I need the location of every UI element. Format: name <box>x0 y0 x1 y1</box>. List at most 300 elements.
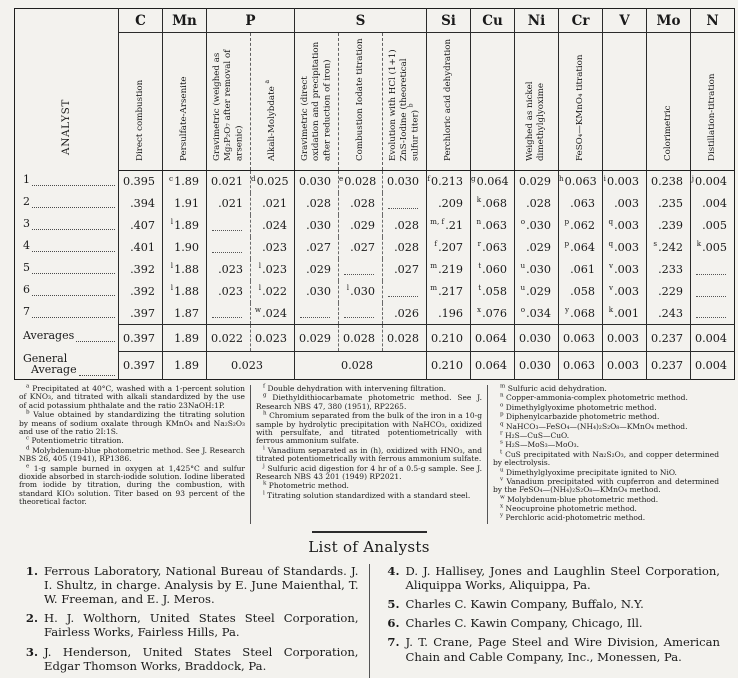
column-header-Mo: Mo <box>647 9 691 33</box>
footnote-g: $^g$ Diethyldithiocarbamate photometric method. See J. Research NBS 47, 380 (1951), RP2265. <box>256 392 482 411</box>
table-cell: .027 <box>383 259 427 281</box>
footnote-marker: i <box>263 445 265 452</box>
analyst-number-label: 6 <box>23 283 30 296</box>
table-cell: $^x$.076 <box>471 303 515 325</box>
footnote-marker: v <box>609 283 614 293</box>
table-cell: $^k$.005 <box>691 237 735 259</box>
table-cell: 0.030 <box>383 171 427 193</box>
footnote-u: $^u$ Dimethylglyoxime precipitate ignited to NiO. <box>500 467 677 477</box>
method-label: Distillation-titration <box>706 73 717 161</box>
footnote-marker: m, f <box>430 217 445 227</box>
averages-cell: 0.210 <box>427 325 471 352</box>
table-cell: .030 <box>295 281 339 303</box>
method-header-S <box>339 33 383 171</box>
table-cell: $^r$.063 <box>471 237 515 259</box>
analyst-item-number: 5. <box>387 597 400 612</box>
general-average-cell: 0.397 <box>119 352 163 380</box>
dot-leader <box>32 204 115 208</box>
analyst-number-label: 4 <box>23 239 30 252</box>
analyst-number-label: 1 <box>23 173 30 186</box>
footnote-marker: r <box>477 239 482 249</box>
table-row <box>15 303 735 325</box>
table-cell: .401 <box>119 237 163 259</box>
footnote-marker: u <box>520 261 526 271</box>
table-cell <box>207 237 251 259</box>
analysts-section <box>0 531 738 678</box>
footnote-j: $^j$ Sulfuric acid digestion for 4 hr of a 0.5-g sample. See J. Research NBS 43 201 (1949) RP2021. <box>256 463 482 481</box>
footnote-marker: l <box>263 490 265 497</box>
empty-cell-leader <box>212 243 242 253</box>
element-symbol-row <box>15 9 735 33</box>
table-cell: .239 <box>647 215 691 237</box>
analyst-item-text: J. Henderson, United States Steel Corporation, Edgar Thomson Works, Braddock, Pa. <box>44 644 359 673</box>
column-header-Cu: Cu <box>471 9 515 33</box>
table-cell: .029 <box>515 237 559 259</box>
table-cell: $^h$0.063 <box>559 171 603 193</box>
general-average-cell: 0.210 <box>427 352 471 380</box>
table-cell <box>295 303 339 325</box>
general-average-cell: 0.003 <box>603 352 647 380</box>
heading-rule <box>312 531 427 533</box>
table-row <box>15 193 735 215</box>
dot-leader <box>79 372 115 376</box>
table-cell: $^w$.024 <box>251 303 295 325</box>
analyst-header-label: ANALYST <box>59 98 72 155</box>
table-cell <box>383 193 427 215</box>
general-average-cell: 0.028 <box>295 352 427 380</box>
general-average-label-line2-text: Average <box>31 363 77 377</box>
general-average-row <box>15 352 735 380</box>
analyst-item-text: H. J. Wolthorn, United States Steel Corporation, Fairless Works, Fairless Hills, Pa. <box>44 611 359 640</box>
method-label: Evolution with HCl (1+1) ZnS-Iodine (theoretical sulfur titer) $^b$ <box>387 49 421 161</box>
general-average-label <box>15 352 119 380</box>
footnote-marker: m <box>500 383 506 390</box>
table-cell: $^l$1.89 <box>163 215 207 237</box>
table-cell: $^f$0.213 <box>427 171 471 193</box>
analysts-col-right <box>369 564 731 678</box>
table-cell: .021 <box>251 193 295 215</box>
empty-cell-leader <box>344 265 374 275</box>
analysts-columns <box>8 564 730 678</box>
analyst-item-text: Ferrous Laboratory, National Bureau of Standards. J. I. Shultz, in charge. Analysis by E. June Maienthal, T. W. Freeman, and E. J. Meros. <box>44 563 359 607</box>
table-cell: $^g$0.064 <box>471 171 515 193</box>
table-cell: $^m$.217 <box>427 281 471 303</box>
analysts-col-left <box>8 564 369 678</box>
averages-cell: 0.029 <box>295 325 339 352</box>
dot-leader <box>32 226 115 230</box>
footnote-marker: l <box>258 261 262 271</box>
footnote-marker: h <box>559 173 564 183</box>
table-cell: $^k$.001 <box>603 303 647 325</box>
general-average-cell: 0.064 <box>471 352 515 380</box>
footnote-marker: b <box>26 409 30 416</box>
table-cell: .028 <box>339 193 383 215</box>
footnote-column-1 <box>14 385 250 524</box>
footnote-marker: o <box>520 305 526 315</box>
column-header-P: P <box>207 9 295 33</box>
footnote-t: $^t$ CuS precipitated with Na₂S₂O₃, and copper determined by electrolysis. <box>493 449 719 468</box>
table-cell: .196 <box>427 303 471 325</box>
table-cell: 0.021 <box>207 171 251 193</box>
table-row <box>15 259 735 281</box>
analyst-number-label: 7 <box>23 305 30 318</box>
footnote-marker: l <box>346 283 350 293</box>
general-average-cell: 0.063 <box>559 352 603 380</box>
footnote-marker: f <box>434 239 438 249</box>
table-cell: $^l$.022 <box>251 281 295 303</box>
analyst-number-label: 2 <box>23 195 30 208</box>
table-cell: $^f$.207 <box>427 237 471 259</box>
footnote-marker: m <box>430 283 438 293</box>
table-cell: 1.90 <box>163 237 207 259</box>
table-cell: .028 <box>383 237 427 259</box>
averages-cell: 0.004 <box>691 325 735 352</box>
footnote-w: $^w$ Molybdenum-blue photometric method. <box>500 494 659 504</box>
table-cell: $^e$0.028 <box>339 171 383 193</box>
table-cell: .392 <box>119 281 163 303</box>
empty-cell-leader <box>388 199 418 209</box>
column-header-Cr: Cr <box>559 9 603 33</box>
footnote-x: $^x$ Neocuproine photometric method. <box>500 503 637 514</box>
table-cell: $^u$.029 <box>515 281 559 303</box>
table-cell: .407 <box>119 215 163 237</box>
footnote-marker: t <box>478 283 482 293</box>
table-cell: .029 <box>339 215 383 237</box>
table-cell: .027 <box>295 237 339 259</box>
footnote-column-2 <box>250 385 487 524</box>
table-row <box>15 281 735 303</box>
method-header-Cu <box>471 33 515 171</box>
footnote-v: $^v$ Vanadium precipitated with cupferron and determined by the FeSO₄—(NH₄)₂S₂O₈—KMnO₄ method. <box>493 476 719 495</box>
empty-cell-leader <box>212 221 242 231</box>
table-cell: .030 <box>295 215 339 237</box>
table-cell <box>383 281 427 303</box>
footnote-r: $^r$ H₂S—CuS—CuO. <box>500 430 570 440</box>
footnote-b: $^b$ Value obtained by standardizing the titrating solution by means of sodium oxalate through KMnO₄ and Na₂S₂O₃ and use of the ratio 2I:1S. <box>19 409 245 436</box>
table-cell: .028 <box>383 215 427 237</box>
analyst-item <box>380 564 721 592</box>
method-header-S <box>383 33 427 171</box>
footnote-marker: f <box>427 173 430 183</box>
method-header-Cr <box>559 33 603 171</box>
method-header-P <box>207 33 251 171</box>
footnote-marker: x <box>500 503 504 510</box>
analyst-item-number: 4. <box>387 563 400 578</box>
table-cell: .028 <box>515 193 559 215</box>
footnote-marker: m <box>430 261 438 271</box>
averages-cell: 0.237 <box>647 325 691 352</box>
method-label: Gravimetric (direct oxidation and precipitation after reduction of iron) <box>299 41 333 161</box>
dot-leader <box>32 314 115 318</box>
footnote-marker: v <box>609 261 614 271</box>
analyst-number-label: 5 <box>23 261 30 274</box>
method-label: Perchloric acid dehydration <box>442 38 453 161</box>
row-label <box>15 259 119 281</box>
table-cell: $^p$.064 <box>559 237 603 259</box>
footnote-marker: k <box>608 305 614 315</box>
table-cell: .029 <box>295 259 339 281</box>
row-label <box>15 215 119 237</box>
footnote-marker: c <box>26 435 30 442</box>
dot-leader <box>32 292 115 296</box>
table-cell: $^{m, f}$.21 <box>427 215 471 237</box>
footnote-marker: e <box>339 173 344 183</box>
method-header-Ni <box>515 33 559 171</box>
footnote-marker: o <box>500 402 504 409</box>
footnote-p: $^p$ Diphenylcarbazide photometric method. <box>500 411 660 422</box>
footnote-marker: a <box>26 383 30 390</box>
table-cell <box>339 259 383 281</box>
table-cell: .229 <box>647 281 691 303</box>
footnote-marker: w <box>500 494 505 501</box>
footnote-marker: y <box>500 512 504 519</box>
general-average-label-line2 <box>15 364 118 378</box>
footnote-marker: o <box>520 217 526 227</box>
footnote-marker: a <box>264 79 272 84</box>
table-cell: .243 <box>647 303 691 325</box>
column-header-Si: Si <box>427 9 471 33</box>
table-cell: .026 <box>383 303 427 325</box>
table-cell: $^m$.219 <box>427 259 471 281</box>
table-cell <box>691 259 735 281</box>
table-cell: 1.87 <box>163 303 207 325</box>
method-label: Direct combustion <box>134 79 145 161</box>
table-cell: .209 <box>427 193 471 215</box>
footnote-marker: h <box>263 410 267 417</box>
column-header-Mn: Mn <box>163 9 207 33</box>
averages-cell: 0.028 <box>383 325 427 352</box>
footnote-h: $^h$ Chromium separated from the bulk of the iron in a 10-g sample by hydrolytic precipitation with NaHCO₃, oxidized with persulfate, and titrated potentiometrically with ferrous ammonium sulfate. <box>256 410 482 446</box>
general-average-cell: 0.030 <box>515 352 559 380</box>
averages-cell: 0.003 <box>603 325 647 352</box>
footnote-c: $^c$ Potentiometric titration. <box>26 435 124 446</box>
averages-label <box>15 325 119 352</box>
method-label: FeSO₄—KMnO₄ titration <box>574 54 585 161</box>
footnote-a: $^a$ Precipitated at 40°C, washed with a 1-percent solution of KNO₃, and titrated with alkali standardized by the use of acid potassium phthalate and the ratio 23NaOH:1P. <box>19 383 245 410</box>
footnote-marker: u <box>500 467 504 474</box>
footnote-marker: l <box>170 283 174 293</box>
column-header-N: N <box>691 9 735 33</box>
table-cell: 1.91 <box>163 193 207 215</box>
analyst-item <box>380 597 721 611</box>
analyst-item <box>380 616 721 630</box>
averages-cell: 0.023 <box>251 325 295 352</box>
footnote-marker: s <box>653 239 658 249</box>
footnote-marker: n <box>476 217 482 227</box>
analyst-item-number: 1. <box>25 563 38 578</box>
dot-leader <box>32 182 115 186</box>
analyst-item-text: J. T. Crane, Page Steel and Wire Division, American Chain and Cable Company, Inc., Monessen, Pa. <box>405 635 720 664</box>
table-cell: $^c$1.89 <box>163 171 207 193</box>
footnote-marker: g <box>471 173 476 183</box>
footnote-marker: q <box>500 421 504 428</box>
averages-cell: 0.028 <box>339 325 383 352</box>
row-label <box>15 303 119 325</box>
table-cell <box>691 281 735 303</box>
method-label: Colorimetric <box>662 105 673 161</box>
analyst-item-number: 6. <box>387 616 400 631</box>
table-cell: 0.029 <box>515 171 559 193</box>
footnote-marker: l <box>258 283 262 293</box>
footnote-marker: j <box>263 463 265 470</box>
empty-cell-leader <box>696 265 726 275</box>
table-cell: $^d$0.025 <box>251 171 295 193</box>
table-cell: .063 <box>559 193 603 215</box>
method-label: Combustion Iodate titration <box>354 38 365 161</box>
footnote-marker: t <box>478 261 482 271</box>
footnote-marker: k <box>696 239 702 249</box>
table-cell: $^j$0.004 <box>691 171 735 193</box>
table-cell: $^t$.058 <box>471 281 515 303</box>
dot-leader <box>76 338 115 342</box>
footnote-marker: n <box>500 392 504 399</box>
footnote-marker: t <box>500 449 503 456</box>
table-cell: .233 <box>647 259 691 281</box>
footnote-marker: j <box>691 173 694 183</box>
table-cell: .021 <box>207 193 251 215</box>
method-header-S <box>295 33 339 171</box>
footnote-marker: d <box>251 173 256 183</box>
results-table <box>14 8 735 380</box>
footnotes-section <box>14 385 724 524</box>
table-row <box>15 171 735 193</box>
footnote-d: $^d$ Molybdenum-blue photometric method. See J. Research NBS 26, 405 (1941), RP1386. <box>19 445 245 464</box>
table-cell: $^t$.060 <box>471 259 515 281</box>
analyst-item-text: Charles C. Kawin Company, Chicago, Ill. <box>405 616 643 631</box>
table-cell: $^l$.023 <box>251 259 295 281</box>
footnote-i: $^i$ Vanadium separated as in (h), oxidized with HNO₃, and titrated potentiometrically with ferrous ammonium sulfate. <box>256 445 482 464</box>
footnote-marker: i <box>603 173 606 183</box>
footnote-f: $^f$ Double dehydration with intervening filtration. <box>263 383 446 393</box>
analyst-column-header <box>15 9 119 171</box>
footnote-n: $^n$ Copper-ammonia-complex photometric method. <box>500 392 688 403</box>
analyst-item-number: 2. <box>25 611 38 626</box>
table-cell: .061 <box>559 259 603 281</box>
table-cell: .058 <box>559 281 603 303</box>
analyst-item <box>18 645 359 673</box>
page <box>0 8 738 673</box>
footnote-k: $^k$ Photometric method. <box>263 480 349 491</box>
footnote-marker: b <box>407 103 415 108</box>
analyst-item <box>18 564 359 606</box>
footnote-marker: l <box>170 261 174 271</box>
table-cell: .005 <box>691 215 735 237</box>
empty-cell-leader <box>212 308 242 318</box>
footnote-l: $^l$ Titrating solution standardized with a standard steel. <box>263 490 471 500</box>
footnote-marker: y <box>565 305 570 315</box>
table-cell: 0.395 <box>119 171 163 193</box>
footnote-marker: s <box>500 439 503 446</box>
row-label <box>15 237 119 259</box>
method-header-Mo <box>647 33 691 171</box>
table-cell: $^p$.062 <box>559 215 603 237</box>
method-header-N <box>691 33 735 171</box>
table-cell: $^n$.063 <box>471 215 515 237</box>
table-cell: .023 <box>207 281 251 303</box>
table-cell: .004 <box>691 193 735 215</box>
footnote-column-3 <box>487 385 724 524</box>
empty-cell-leader <box>388 287 418 297</box>
table-row <box>15 215 735 237</box>
table-cell: $^y$.068 <box>559 303 603 325</box>
footnote-y: $^y$ Perchloric acid-photometric method. <box>500 512 646 523</box>
footnote-marker: r <box>500 430 503 437</box>
footnote-marker: u <box>520 283 526 293</box>
analyst-number-label: 3 <box>23 217 30 230</box>
table-cell: $^l$1.88 <box>163 281 207 303</box>
table-cell: $^q$.003 <box>603 237 647 259</box>
table-cell: $^v$.003 <box>603 281 647 303</box>
footnote-m: $^m$ Sulfuric acid dehydration. <box>500 383 607 393</box>
general-average-cell: 1.89 <box>163 352 207 380</box>
table-cell: .235 <box>647 193 691 215</box>
footnote-marker: g <box>263 392 267 399</box>
table-cell: $^v$.003 <box>603 259 647 281</box>
method-header-P <box>251 33 295 171</box>
averages-cell: 0.022 <box>207 325 251 352</box>
footnote-marker: e <box>26 463 30 470</box>
analyst-item-number: 3. <box>25 644 38 659</box>
analysts-heading: List of Analysts <box>308 537 430 556</box>
table-cell: .024 <box>251 215 295 237</box>
footnote-marker: f <box>263 383 266 390</box>
table-cell: $^o$.030 <box>515 215 559 237</box>
averages-cell: 0.397 <box>119 325 163 352</box>
table-cell: .027 <box>339 237 383 259</box>
empty-cell-leader <box>696 287 726 297</box>
table-cell: 0.238 <box>647 171 691 193</box>
table-cell: $^o$.034 <box>515 303 559 325</box>
footnote-marker: x <box>477 305 482 315</box>
footnote-e: $^e$ 1-g sample burned in oxygen at 1,425°C and sulfur dioxide absorbed in starch-iodide solution. Iodine liberated from iodide by titration, during the combustion, with standard KIO₃ solution. Titer based on 93 percent of the theoretical factor. <box>19 463 245 507</box>
table-cell <box>339 303 383 325</box>
table-cell <box>207 215 251 237</box>
table-cell: $^i$0.003 <box>603 171 647 193</box>
table-cell: .023 <box>207 259 251 281</box>
method-header-Si <box>427 33 471 171</box>
table-cell <box>691 303 735 325</box>
footnote-marker: c <box>169 173 174 183</box>
empty-cell-leader <box>300 308 330 318</box>
method-header-V <box>603 33 647 171</box>
footnote-marker: k <box>476 195 482 205</box>
footnote-marker: p <box>564 239 570 249</box>
analyst-item <box>380 635 721 663</box>
averages-cell: 0.063 <box>559 325 603 352</box>
table-cell: $^k$.068 <box>471 193 515 215</box>
table-cell: $^l$1.88 <box>163 259 207 281</box>
footnote-marker: q <box>608 239 614 249</box>
table-cell: .392 <box>119 259 163 281</box>
analyst-item-number: 7. <box>387 635 400 650</box>
column-header-Ni: Ni <box>515 9 559 33</box>
footnote-q: $^q$ NaHCO₃—FeSO₄—(NH₄)₂S₂O₈—KMnO₄ method. <box>500 421 688 431</box>
analyst-item <box>18 611 359 639</box>
method-header-C <box>119 33 163 171</box>
method-label: Weighed as nickel dimethylglyoxime <box>525 81 547 161</box>
footnote-marker: k <box>263 480 267 487</box>
column-header-C: C <box>119 9 163 33</box>
empty-cell-leader <box>344 308 374 318</box>
table-cell: $^u$.030 <box>515 259 559 281</box>
general-average-label-line1: General <box>23 351 68 365</box>
averages-label-text: Averages <box>23 328 75 342</box>
empty-cell-leader <box>696 308 726 318</box>
method-label: Gravimetric (weighed as Mg₂P₂O₇ after removal of arsenic) <box>211 49 245 161</box>
footnote-marker: d <box>26 445 30 452</box>
row-label <box>15 281 119 303</box>
averages-cell: 0.064 <box>471 325 515 352</box>
